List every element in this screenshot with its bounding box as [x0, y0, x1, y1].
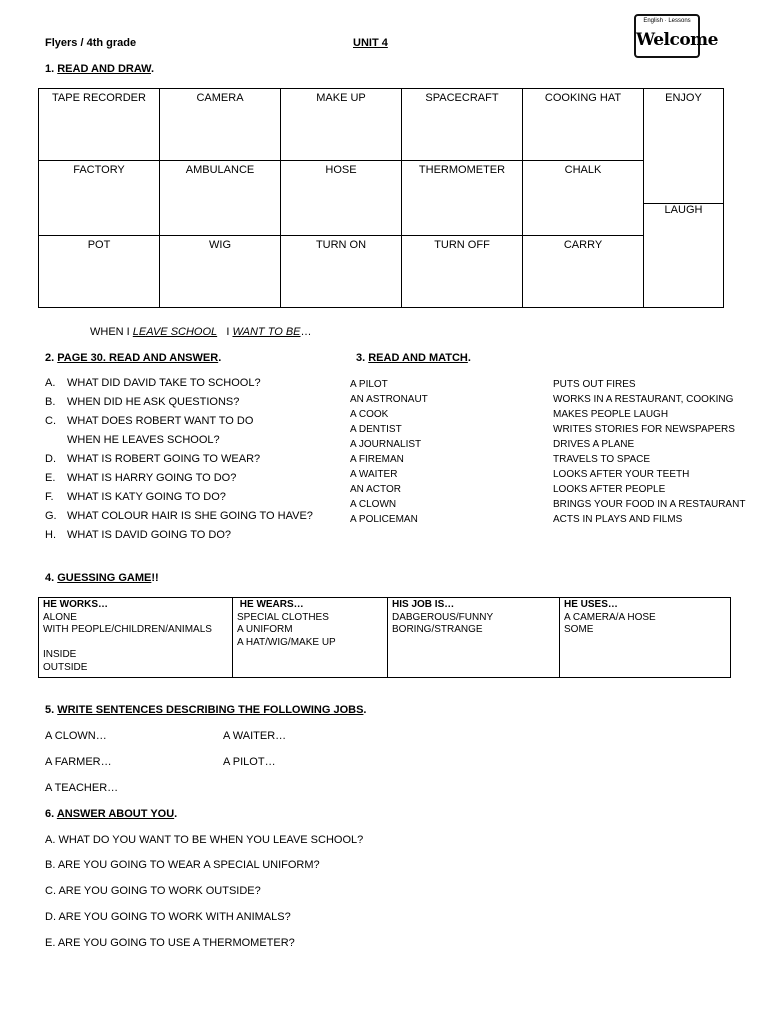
match-description-item: WRITES STORIES FOR NEWSPAPERS	[553, 424, 735, 435]
section6-heading: 6. ANSWER ABOUT YOU.	[45, 808, 178, 820]
question-item	[45, 453, 313, 472]
draw-cell: CHALK	[523, 161, 644, 236]
question-text: WHAT IS HARRY GOING TO DO?	[67, 472, 237, 484]
guess-option: INSIDE	[43, 649, 77, 660]
match-description-item: BRINGS YOUR FOOD IN A RESTAURANT	[553, 499, 746, 510]
match-job-item: A FIREMAN	[350, 454, 404, 465]
match-job-item: A PILOT	[350, 379, 388, 390]
question-letter: F.	[45, 491, 54, 503]
enjoy-laugh-cell	[644, 89, 724, 308]
guess-column-header: HE WEARS…	[237, 599, 304, 610]
match-description-item: PUTS OUT FIRES	[553, 379, 636, 390]
guess-option	[43, 637, 228, 650]
question-item	[45, 415, 313, 434]
worksheet-title: Flyers / 4th grade	[45, 37, 137, 49]
guess-column	[39, 598, 233, 678]
match-job-item: A POLICEMAN	[350, 514, 418, 525]
logo-top-text: English · Lessons	[643, 18, 691, 24]
draw-cell: SPACECRAFT	[402, 89, 523, 161]
match-job-item: A DENTIST	[350, 424, 402, 435]
guess-option: A CAMERA/A HOSE	[564, 611, 656, 623]
when-i-leave-school: WHEN I LEAVE SCHOOL I WANT TO BE…	[90, 326, 312, 338]
match-description-item: ACTS IN PLAYS AND FILMS	[553, 514, 683, 525]
draw-cell: AMBULANCE	[160, 161, 281, 236]
read-and-draw-table	[38, 88, 724, 308]
question-letter: A.	[45, 377, 56, 389]
match-descriptions-column	[553, 379, 745, 529]
read-and-answer-list	[45, 377, 313, 548]
draw-cell: WIG	[160, 236, 281, 308]
guess-option: OUTSIDE	[43, 661, 88, 673]
question-text: WHAT DID DAVID TAKE TO SCHOOL?	[67, 377, 261, 389]
question-text: WHAT IS DAVID GOING TO DO?	[67, 529, 232, 541]
guess-option: DABGEROUS/FUNNY	[392, 611, 494, 623]
question-letter: E.	[45, 472, 56, 484]
match-job-item: AN ACTOR	[350, 484, 401, 495]
about-you-question: A. WHAT DO YOU WANT TO BE WHEN YOU LEAVE SCHOOL?	[45, 834, 364, 846]
match-description-item: WORKS IN A RESTAURANT, COOKING	[553, 394, 734, 405]
guess-option: A UNIFORM	[237, 624, 293, 635]
question-item	[45, 377, 313, 396]
question-item	[45, 510, 313, 529]
draw-cell: COOKING HAT	[523, 89, 644, 161]
guess-column-header: HE WORKS…	[43, 599, 108, 610]
job-sentence-item: A CLOWN…	[45, 730, 107, 742]
draw-cell: TURN OFF	[402, 236, 523, 308]
question-item	[45, 491, 313, 510]
match-job-item: A WAITER	[350, 469, 398, 480]
match-job-item: A JOURNALIST	[350, 439, 422, 450]
section2-heading: 2. PAGE 30. READ AND ANSWER.	[45, 352, 222, 364]
guess-option: ALONE	[43, 611, 77, 623]
question-text: WHAT IS KATY GOING TO DO?	[67, 491, 226, 503]
match-description-item: MAKES PEOPLE LAUGH	[553, 409, 669, 420]
section3-heading: 3. READ AND MATCH.	[356, 352, 471, 364]
guess-option: WITH PEOPLE/CHILDREN/ANIMALS	[43, 624, 212, 635]
match-description-item: LOOKS AFTER PEOPLE	[553, 484, 666, 495]
guessing-game-table	[38, 597, 731, 678]
job-sentence-item: A PILOT…	[223, 756, 276, 768]
about-you-question: E. ARE YOU GOING TO USE A THERMOMETER?	[45, 937, 295, 949]
draw-cell: POT	[39, 236, 160, 308]
question-item	[45, 529, 313, 548]
draw-cell: FACTORY	[39, 161, 160, 236]
about-you-question: D. ARE YOU GOING TO WORK WITH ANIMALS?	[45, 911, 291, 923]
match-job-item: A CLOWN	[350, 499, 397, 510]
draw-cell-laugh: LAUGH	[664, 204, 703, 216]
match-job-item: AN ASTRONAUT	[350, 394, 428, 405]
draw-cell-enjoy: ENJOY	[644, 89, 723, 204]
question-item	[45, 434, 313, 453]
guess-column	[560, 598, 731, 678]
section5-heading: 5. WRITE SENTENCES DESCRIBING THE FOLLOWING JOBS.	[45, 704, 367, 716]
job-sentence-item: A WAITER…	[223, 730, 287, 742]
draw-cell: TAPE RECORDER	[39, 89, 160, 161]
question-letter: D.	[45, 453, 56, 465]
job-sentence-item: A TEACHER…	[45, 782, 119, 794]
question-item	[45, 396, 313, 415]
match-description-item: TRAVELS TO SPACE	[553, 454, 651, 465]
guess-column-header: HE USES…	[564, 599, 618, 610]
guess-column-header: HIS JOB IS…	[392, 599, 455, 610]
match-job-item: A COOK	[350, 409, 389, 420]
draw-cell: TURN ON	[281, 236, 402, 308]
draw-cell: CAMERA	[160, 89, 281, 161]
logo-word: Welcome	[636, 30, 718, 50]
section4-heading: 4. GUESSING GAME!!	[45, 572, 159, 584]
question-letter: C.	[45, 415, 56, 427]
draw-cell: CARRY	[523, 236, 644, 308]
question-text: WHAT IS ROBERT GOING TO WEAR?	[67, 453, 261, 465]
question-text: WHEN HE LEAVES SCHOOL?	[67, 434, 220, 446]
question-text: WHEN DID HE ASK QUESTIONS?	[67, 396, 240, 408]
section1-heading: 1. READ AND DRAW.	[45, 63, 155, 75]
job-sentence-item: A FARMER…	[45, 756, 112, 768]
question-text: WHAT DOES ROBERT WANT TO DO	[67, 415, 254, 427]
question-letter: H.	[45, 529, 56, 541]
match-description-item: LOOKS AFTER YOUR TEETH	[553, 469, 690, 480]
question-letter: G.	[45, 510, 57, 522]
unit-label: UNIT 4	[353, 37, 388, 49]
about-you-question: C. ARE YOU GOING TO WORK OUTSIDE?	[45, 885, 261, 897]
draw-cell: MAKE UP	[281, 89, 402, 161]
guess-column	[388, 598, 560, 678]
question-letter: B.	[45, 396, 56, 408]
guess-option: SOME	[564, 624, 594, 635]
question-text: WHAT COLOUR HAIR IS SHE GOING TO HAVE?	[67, 510, 313, 522]
guess-column	[233, 598, 388, 678]
welcome-logo	[634, 14, 718, 58]
about-you-question: B. ARE YOU GOING TO WEAR A SPECIAL UNIFORM?	[45, 859, 320, 871]
guess-option: A HAT/WIG/MAKE UP	[237, 636, 336, 648]
guess-option: SPECIAL CLOTHES	[237, 611, 329, 623]
draw-cell: THERMOMETER	[402, 161, 523, 236]
question-item	[45, 472, 313, 491]
guess-option: BORING/STRANGE	[392, 624, 483, 635]
draw-cell: HOSE	[281, 161, 402, 236]
match-description-item: DRIVES A PLANE	[553, 439, 635, 450]
match-jobs-column	[350, 379, 428, 529]
